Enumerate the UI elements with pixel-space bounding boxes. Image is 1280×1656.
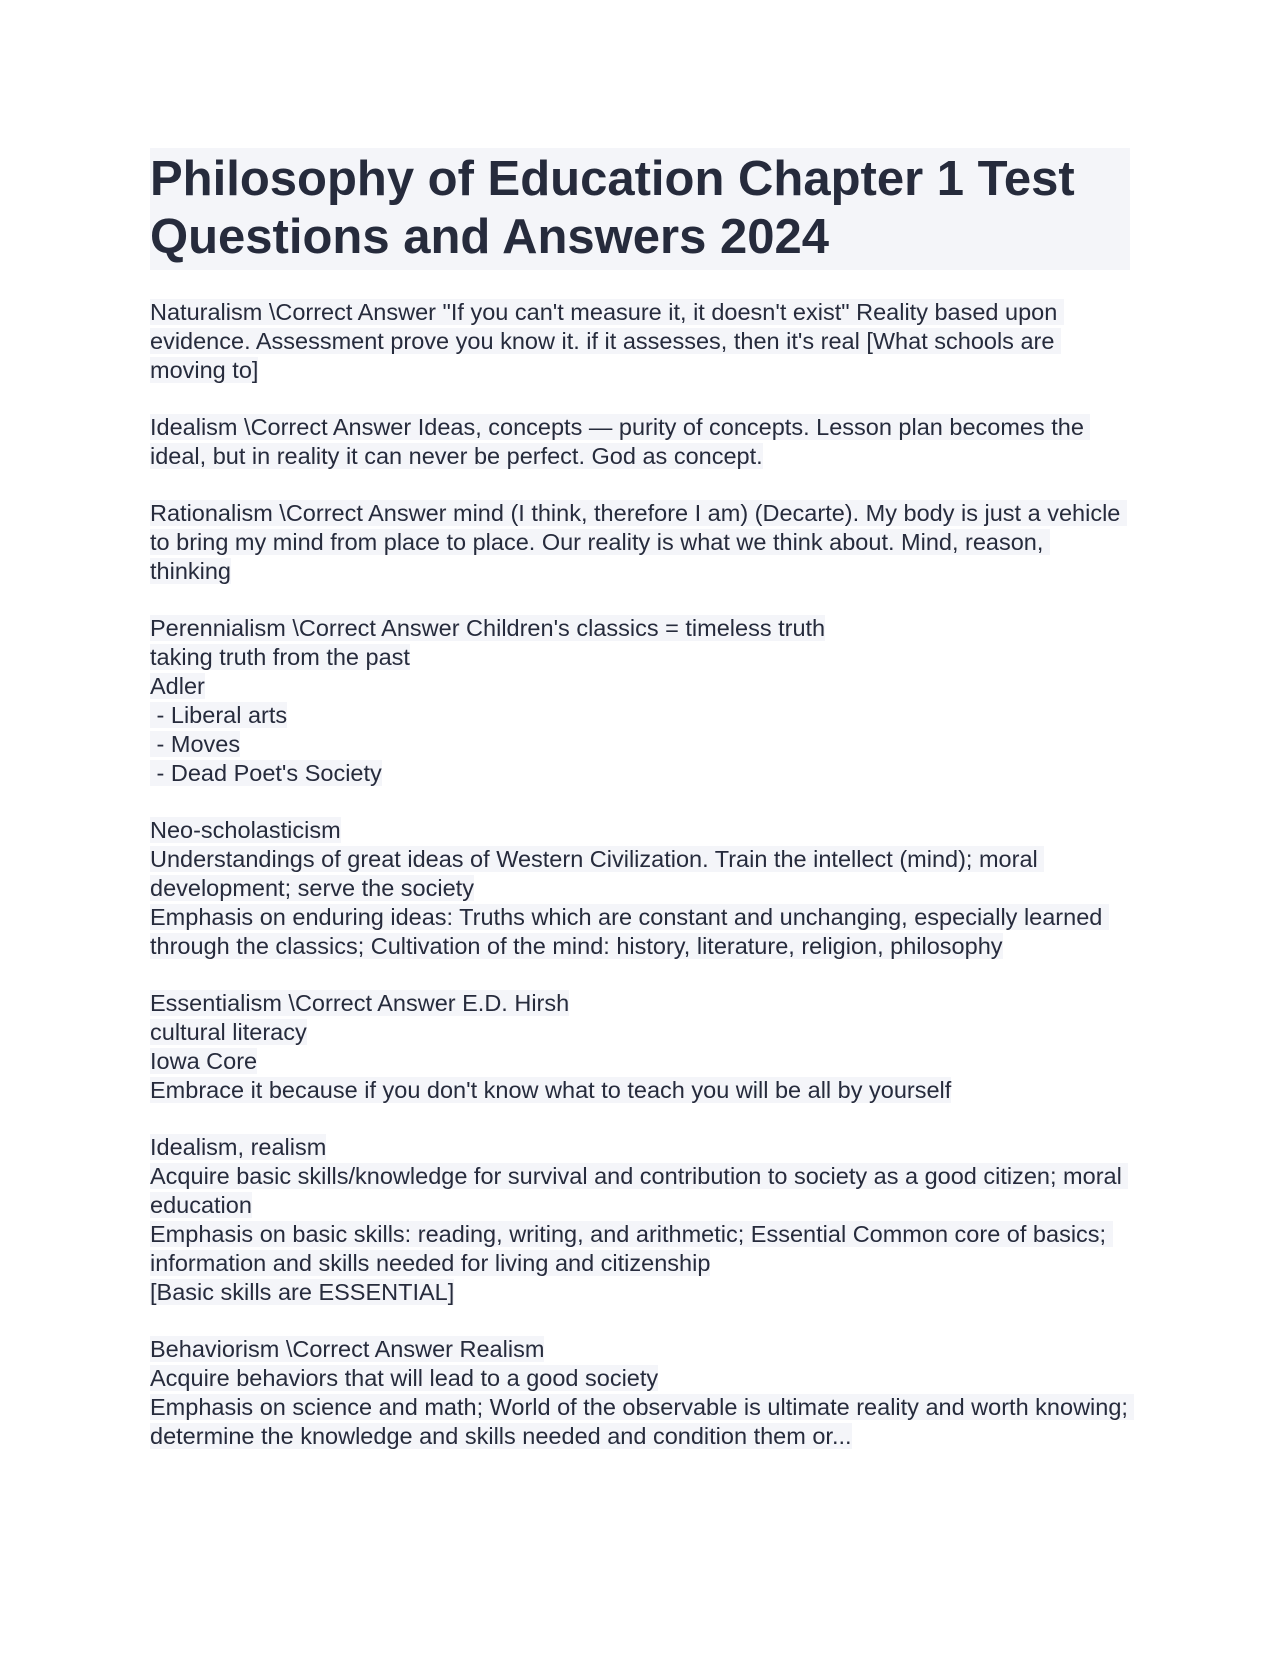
entry-line: Rationalism \Correct Answer mind (I think, therefore I am) (Decarte). My body is just a vehicle to bring my mind from place to place. Our reality is what we think about. Mind, reason, thinking xyxy=(150,500,1127,584)
entry-line: Acquire basic skills/knowledge for survival and contribution to society as a good citizen; moral education xyxy=(150,1163,1129,1218)
entry-line: Idealism \Correct Answer Ideas, concepts — purity of concepts. Lesson plan becomes the ideal, but in reality it can never be perfect. God as concept. xyxy=(150,414,1091,469)
entry-line: - Moves xyxy=(150,731,241,757)
qa-entry xyxy=(150,298,1130,385)
entry-line: cultural literacy xyxy=(150,1019,307,1045)
qa-entries xyxy=(150,298,1135,1451)
entry-line: Naturalism \Correct Answer "If you can't measure it, it doesn't exist" Reality based upon evidence. Assessment prove you know it. if it assesses, then it's real [What schools are moving to] xyxy=(150,299,1064,383)
qa-entry xyxy=(150,1335,1135,1451)
entry-line: - Liberal arts xyxy=(150,702,288,728)
entry-line: Perennialism \Correct Answer Children's classics = timeless truth xyxy=(150,615,826,641)
entry-line: Adler xyxy=(150,673,205,699)
qa-entry xyxy=(150,816,1130,961)
qa-entry xyxy=(150,1133,1130,1307)
entry-line: Essentialism \Correct Answer E.D. Hirsh xyxy=(150,990,570,1016)
entry-line: taking truth from the past xyxy=(150,644,410,670)
entry-line: - Dead Poet's Society xyxy=(150,760,382,786)
entry-line: Understandings of great ideas of Western Civilization. Train the intellect (mind); moral development; serve the society xyxy=(150,846,1045,901)
document-page xyxy=(150,148,1135,1479)
entry-line: Idealism, realism xyxy=(150,1134,327,1160)
entry-line: Behaviorism \Correct Answer Realism xyxy=(150,1336,545,1362)
qa-entry xyxy=(150,989,1130,1105)
document-title: Philosophy of Education Chapter 1 Test Questions and Answers 2024 xyxy=(150,148,1130,270)
entry-line: [Basic skills are ESSENTIAL] xyxy=(150,1279,455,1305)
entry-line: Emphasis on enduring ideas: Truths which are constant and unchanging, especially learned through the classics; Cultivation of the mind: history, literature, religion, philosophy xyxy=(150,904,1109,959)
entry-line: Embrace it because if you don't know what to teach you will be all by yourself xyxy=(150,1077,952,1103)
qa-entry xyxy=(150,499,1130,586)
entry-line: Acquire behaviors that will lead to a good society xyxy=(150,1365,659,1391)
entry-line: Iowa Core xyxy=(150,1048,258,1074)
entry-line: Neo-scholasticism xyxy=(150,817,341,843)
entry-line: Emphasis on basic skills: reading, writing, and arithmetic; Essential Common core of basics; information and skills needed for living and citizenship xyxy=(150,1221,1113,1276)
qa-entry xyxy=(150,614,1130,788)
qa-entry xyxy=(150,413,1130,471)
entry-line: Emphasis on science and math; World of the observable is ultimate reality and worth knowing; determine the knowledge and skills needed and condition them or... xyxy=(150,1394,1135,1449)
